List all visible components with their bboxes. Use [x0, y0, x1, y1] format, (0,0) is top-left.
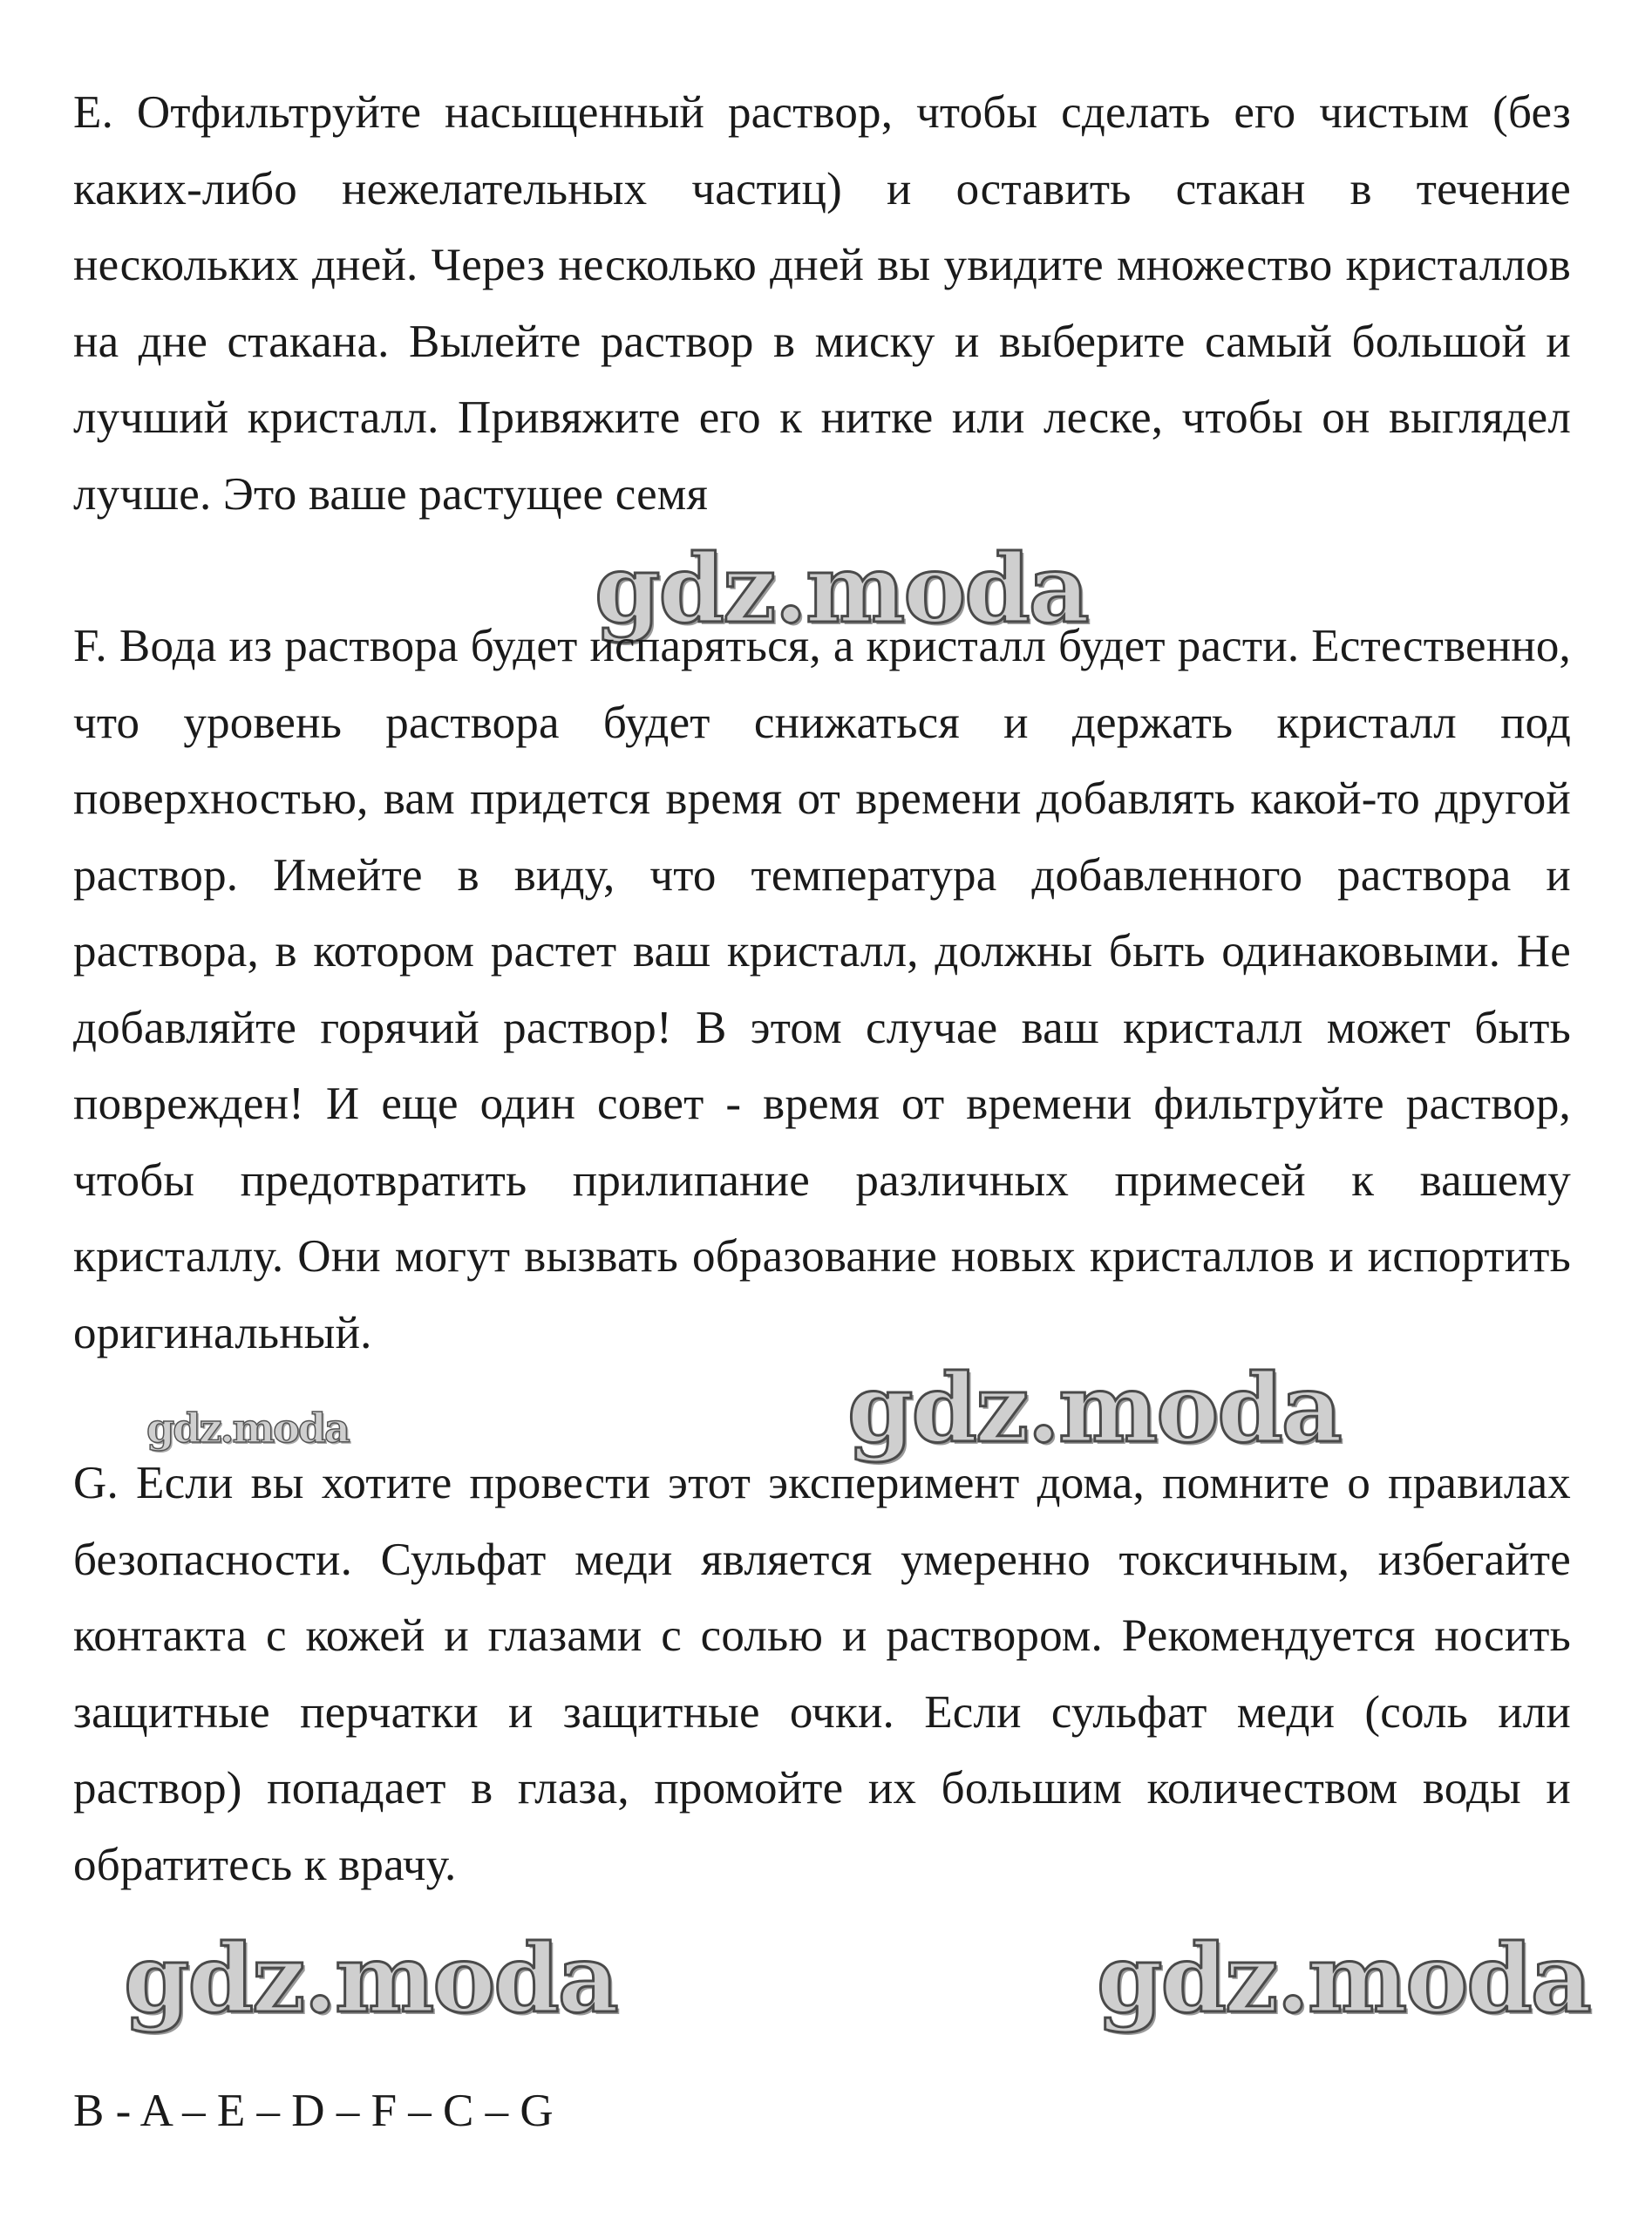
paragraph-f: F. Вода из раствора будет испаряться, а кристалл будет расти. Естественно, что уровень раствора будет снижаться и держать кристалл под поверхностью, вам придется время от времени добавлять какой-то другой раствор. Имейте в виду, что температура добавленного раствора и раствора, в котором растет ваш кристалл, должны быть одинаковыми. Не добавляйте горячий раствор! В этом случае ваш кристалл может быть поврежден! И еще один совет - время от времени фильтруйте раствор, чтобы предотвратить прилипание различных примесей к вашему кристаллу. Они могут вызвать образование новых кристаллов и испортить оригинальный.: [73, 621, 1571, 1358]
watermark-logo: gdz.moda: [595, 534, 1088, 644]
watermark-logo: gdz.moda: [1097, 1924, 1590, 2034]
paragraph-e: E. Отфильтруйте насыщенный раствор, чтобы сделать его чистым (без каких-либо нежелательных частиц) и оставить стакан в течение нескольких дней. Через несколько дней вы увидите множество кристаллов на дне стакана. Вылейте раствор в миску и выберите самый большой и лучший кристалл. Привяжите его к нитке или леске, чтобы он выглядел лучше. Это ваше растущее семя: [73, 87, 1571, 520]
answer-sequence: B - A – E – D – F – C – G: [73, 2086, 554, 2136]
watermark-logo: gdz.moda: [847, 1354, 1341, 1464]
watermark-logo: gdz.moda: [124, 1924, 617, 2034]
watermark-logo: gdz.moda: [146, 1405, 349, 1452]
paragraph-g: G. Если вы хотите провести этот эксперимент дома, помните о правилах безопасности. Сульфат меди является умеренно токсичным, избегайте контакта с кожей и глазами с солью и раствором. Рекомендуется носить защитные перчатки и защитные очки. Если сульфат меди (соль или раствор) попадает в глаза, промойте их большим количеством воды и обратитесь к врачу.: [73, 1458, 1571, 1890]
